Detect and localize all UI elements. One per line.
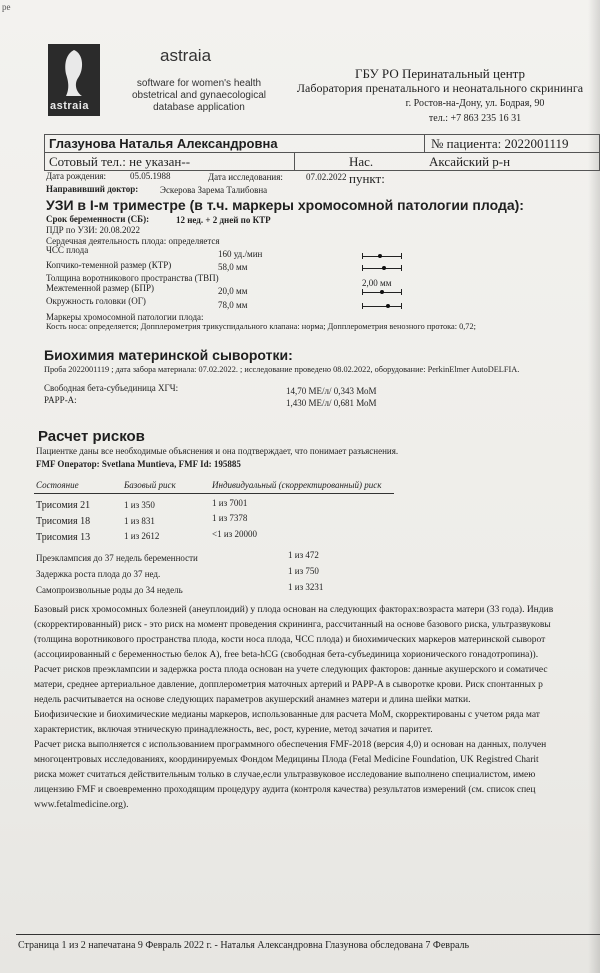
risk-base: 1 из 2612 [124, 531, 160, 541]
hc-label: Окружность головки (ОГ) [46, 296, 146, 306]
scale-tick [362, 303, 363, 309]
scale-tick [401, 289, 402, 295]
brand-sub-line: database application [153, 102, 245, 113]
patient-id: № пациента: 2022001119 [431, 136, 569, 151]
papp-value: 1,430 МЕ/л/ 0,681 МоМ [286, 398, 377, 408]
paragraph-line: характеристик, включая этническую принадлежность, вес, рост, курение, метод зачатия и паритет. [34, 725, 433, 735]
locality-label: Нас. пункт: [349, 154, 385, 186]
brand-name: astraia [160, 46, 212, 65]
paragraph-line: риска может считаться действительным только в случае,если ультразвуковое исследование выполнено специалистом, имею [34, 770, 536, 780]
risk-title: Расчет рисков [38, 428, 145, 445]
hcg-value: 14,70 МЕ/л/ 0,343 МоМ [286, 386, 377, 396]
paragraph-line: матери, среднее артериальное давление, допплерометрия маточных артерий и PAPP-A в сыворотке крови. Риск спонтанных р [34, 680, 543, 690]
scale-tick [362, 265, 363, 271]
brand-sub-line: software for women's health [136, 78, 262, 89]
nt-value: 2,00 мм [362, 278, 392, 288]
risk-base: 1 из 350 [124, 500, 155, 510]
brand-sub-line: obstetrical and gynaecological [132, 90, 266, 101]
paragraph-line: Биофизические и биохимические медианы маркеров, использованные для расчета МоМ, скорректированы с учетом ряда мат [34, 710, 540, 720]
scale-tick [401, 253, 402, 259]
us-title: УЗИ в I-м триместре (в т.ч. маркеры хромосомной патологии плода): [46, 197, 524, 213]
corner-mark: ре [2, 2, 11, 12]
risk-header-base: Базовый риск [124, 480, 176, 490]
bpd-label: Межтеменной размер (БПР) [46, 283, 154, 293]
org-phone: тел.: +7 863 235 16 31 [428, 113, 522, 124]
nt-label: Толщина воротникового пространства (ТВП) [46, 273, 219, 283]
fhr-line1: Сердечная деятельность плода: определяется [46, 236, 220, 246]
scale-tick [401, 303, 402, 309]
referring-label: Направивший доктор: [46, 184, 139, 194]
other-risk-label: Задержка роста плода до 37 нед. [36, 569, 161, 579]
fhr-scale [362, 256, 402, 257]
logo-word: astraia [50, 100, 89, 112]
scale-dot [382, 266, 386, 270]
ga-label: Срок беременности (СБ): [46, 214, 150, 224]
risk-operator: FMF Оператор: Svetlana Muntieva, FMF Id: 195885 [36, 459, 241, 469]
exam-date-value: 07.02.2022 [306, 172, 347, 182]
papp-label: PAPP-A: [44, 395, 77, 405]
paragraph-line: (толщина воротникового пространства плода, кости носа плода, ЧСС плода) и биохимических маркеров материнской сыворот [34, 635, 546, 645]
paragraph-line: Расчет риска выполняется с использованием программного обеспечения FMF-2018 (версия 4,0) и основан на данных, получен [34, 740, 547, 750]
page-footer: Страница 1 из 2 напечатана 9 Февраль 2022 г. - Наталья Александровна Глазунова обследована 7 Февраль [18, 940, 470, 951]
hcg-label: Свободная бета-субъединица ХГЧ: [44, 383, 179, 393]
risk-condition: Трисомия 13 [36, 532, 91, 543]
org-address: г. Ростов-на-Дону, ул. Бодрая, 90 [405, 98, 545, 109]
other-risk-value: 1 из 750 [288, 566, 319, 576]
scale-dot [380, 290, 384, 294]
paragraph-line: www.fetalmedicine.org). [34, 800, 129, 810]
markers-line: Кость носа: определяется; Допплерометрия трикуспидального клапана: норма; Допплерометрия венозного протока: 0,72; [46, 322, 476, 331]
ga-value: 12 нед. + 2 дней по КТР [176, 215, 271, 225]
scale-tick [362, 253, 363, 259]
paragraph-line: Базовый риск хромосомных болезней (анеуплоидий) у плода основан на следующих факторах:возраста матери (33 года). Индив [34, 605, 554, 615]
scale-dot [378, 254, 382, 258]
paragraph-line: лицензию FMF и своевременно проходящим процедуру аудита (контроля качества) результатов измерений (см. список спец [34, 785, 536, 795]
patient-name: Глазунова Наталья Александровна [45, 135, 425, 152]
other-risk-value: 1 из 472 [288, 550, 319, 560]
scale-tick [401, 265, 402, 271]
risk-header-individual: Индивидуальный (скорректированный) риск [212, 480, 382, 490]
explanation-paragraph [34, 603, 553, 813]
referring-value: Эскерова Зарема Талибовна [160, 185, 268, 195]
risk-condition: Трисомия 18 [36, 516, 91, 527]
risk-consent: Пациентке даны все необходимые объяснения и она подтверждает, что понимает разъяснения. [36, 446, 399, 456]
hc-value: 78,0 мм [218, 300, 248, 310]
risk-condition: Трисомия 21 [36, 500, 91, 511]
organization-header [290, 66, 590, 126]
patient-row [44, 134, 600, 153]
scale-tick [362, 289, 363, 295]
biochem-title: Биохимия материнской сыворотки: [44, 347, 293, 363]
bpd-value: 20,0 мм [218, 286, 248, 296]
locality-value: Аксайский р-н [429, 154, 511, 169]
crl-label: Копчико-теменной размер (КТР) [46, 260, 172, 270]
risk-individual: 1 из 7001 [212, 498, 248, 508]
exam-date-label: Дата исследования: [208, 172, 283, 182]
fhr-label: ЧСС плода [46, 245, 89, 255]
org-lab: Лаборатория пренатального и неонатального скрининга [296, 81, 584, 95]
dob-label: Дата рождения: [46, 171, 107, 181]
paragraph-line: Расчет рисков преэклампсии и задержка роста плода основан на учете следующих факторов: данные акушерского и соматичес [34, 665, 548, 675]
scale-dot [386, 304, 390, 308]
edd: ПДР по УЗИ: 20.08.2022 [46, 225, 140, 235]
crl-value: 58,0 мм [218, 262, 248, 272]
risk-individual: 1 из 7378 [212, 513, 248, 523]
risk-header-condition: Состояние [36, 480, 79, 490]
fhr-value: 160 уд./мин [218, 249, 263, 259]
risk-header-divider [34, 493, 394, 494]
footer-divider [16, 934, 600, 935]
paragraph-line: (скорректированный) риск - это риск на момент проведения скрининга, рассчитанный на основе базового риска, ультразвуковы [34, 620, 551, 630]
org-name: ГБУ РО Перинатальный центр [354, 66, 526, 81]
risk-individual: <1 из 20000 [212, 529, 257, 539]
paragraph-line: недель расчитывается на основе следующих параметров акушерский анамнез матери и длина шейки матки. [34, 695, 471, 705]
brand-subtitle [124, 78, 274, 114]
paragraph-line: многоцентровых исследованиях, координируемых Фондом Медицины Плода (Fetal Medicine Foundation, UK Registred Charit [34, 755, 539, 765]
dob-value: 05.05.1988 [130, 171, 171, 181]
other-risk-label: Преэклампсия до 37 недель беременности [36, 553, 198, 563]
risk-base: 1 из 831 [124, 516, 155, 526]
paragraph-line: (ассоциированный с беременностью белок А), free beta-hCG (свободная бета-субъединица хорионического гонадотропина)). [34, 650, 539, 660]
biochem-line: Проба 2022001119 ; дата забора материала: 07.02.2022. ; исследование проведено 08.02.2022, оборудование: PerkinElmer AutoDELFIA. [44, 365, 520, 374]
other-risk-label: Самопроизвольные роды до 34 недель [36, 585, 183, 595]
patient-phone: Сотовый тел.: не указан-- [45, 153, 295, 170]
hc-scale [362, 306, 402, 307]
other-risk-value: 1 из 3231 [288, 582, 324, 592]
markers-title: Маркеры хромосомной патологии плода: [46, 312, 204, 322]
